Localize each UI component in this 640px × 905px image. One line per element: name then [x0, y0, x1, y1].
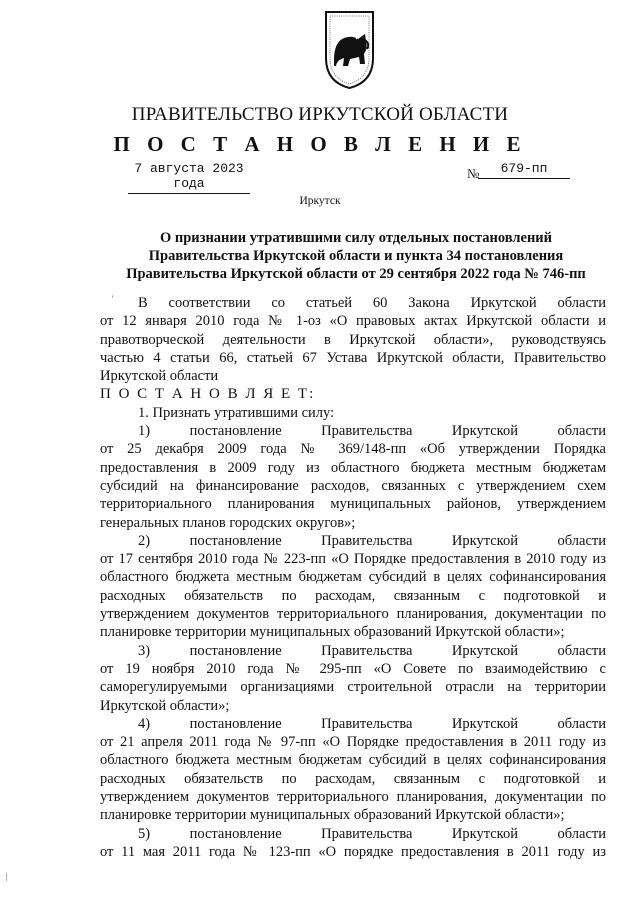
decree-body	[100, 294, 606, 861]
government-name: ПРАВИТЕЛЬСТВО ИРКУТСКОЙ ОБЛАСТИ	[131, 104, 509, 125]
body-line: генеральных планов городских округов»;	[100, 514, 356, 531]
body-line: планировке территории муниципальных образований Иркутской области»;	[100, 624, 565, 641]
body-line: от 25 декабря 2009 года № 369/148-пп «Об утверждении Порядка	[100, 441, 606, 458]
body-line: саморегулируемыми организациями строительной отрасли на территории	[100, 679, 606, 696]
body-line: субсидий на финансирование расходов, связанных с утверждением схем	[100, 477, 606, 494]
title-line: О признании утратившими силу отдельных постановлений	[159, 230, 553, 246]
body-line: 3) постановление Правительства Иркутской области	[138, 642, 606, 659]
body-line: утверждением документов территориального планирования, документации по	[100, 606, 606, 623]
body-line: территориального планирования муниципальных районов, утверждением	[100, 496, 606, 513]
decree-title	[100, 229, 612, 283]
document-type: П О С Т А Н О В Л Е Н И Е	[113, 132, 527, 156]
body-line: расходных обязательств по расходам, связанным с подготовкой и	[100, 770, 606, 787]
body-line: 1) постановление Правительства Иркутской области	[138, 423, 606, 440]
body-line: от 17 сентября 2010 года № 223-пп «О Порядке предоставления в 2010 году из	[100, 551, 606, 568]
decree-date: 7 августа 2023 года	[128, 161, 250, 194]
body-line: 4) постановление Правительства Иркутской области	[138, 715, 606, 732]
body-line: 2) постановление Правительства Иркутской области	[138, 532, 606, 549]
coat-of-arms-icon	[322, 8, 377, 90]
city: Иркутск	[299, 195, 341, 207]
body-line: от 21 апреля 2011 года № 97-пп «О Порядке предоставления в 2011 году из	[100, 734, 606, 751]
title-line: Правительства Иркутской области и пункта 34 постановления	[148, 248, 564, 264]
body-line: областного бюджета местным бюджетам субсидий в целях софинансирования	[100, 752, 606, 769]
number-sign: №	[467, 166, 480, 181]
title-line: Правительства Иркутской области от 29 сентября 2022 года № 746-пп	[126, 266, 586, 282]
body-line: планировке территории муниципальных образований Иркутской области»;	[100, 807, 565, 824]
scan-mark: |	[6, 872, 8, 881]
body-line: В соответствии со статьей 60 Закона Иркутской области	[138, 295, 606, 311]
body-line: от 12 января 2010 года № 1-оз «О правовых актах Иркутской области и	[100, 313, 606, 330]
body-line: Иркутской области	[100, 368, 219, 385]
resolves-heading: П О С Т А Н О В Л Я Е Т:	[100, 386, 316, 403]
body-line: 1. Признать утратившими силу:	[138, 404, 335, 421]
scan-mark: '	[112, 294, 114, 303]
body-line: от 19 ноября 2010 года № 295-пп «О Совете по взаимодействию с	[100, 660, 606, 677]
decree-number: 679-пп	[478, 161, 570, 179]
body-line: частью 4 статьи 66, статьей 67 Устава Иркутской области, Правительство	[100, 349, 606, 366]
body-line: расходных обязательств по расходам, связанным с подготовкой и	[100, 587, 606, 604]
body-line: 5) постановление Правительства Иркутской области	[138, 825, 606, 842]
body-line: утверждением документов территориального планирования, документации по	[100, 789, 606, 806]
body-line: от 11 мая 2011 года № 123-пп «О порядке предоставления в 2011 году из	[100, 843, 606, 860]
body-line: предоставления в 2009 году из областного бюджета местным бюджетам	[100, 459, 606, 476]
body-line: правотворческой деятельности в Иркутской области», руководствуясь	[100, 331, 606, 348]
body-line: Иркутской области»;	[100, 697, 230, 714]
body-line: областного бюджета местным бюджетам субсидий в целях софинансирования	[100, 569, 606, 586]
